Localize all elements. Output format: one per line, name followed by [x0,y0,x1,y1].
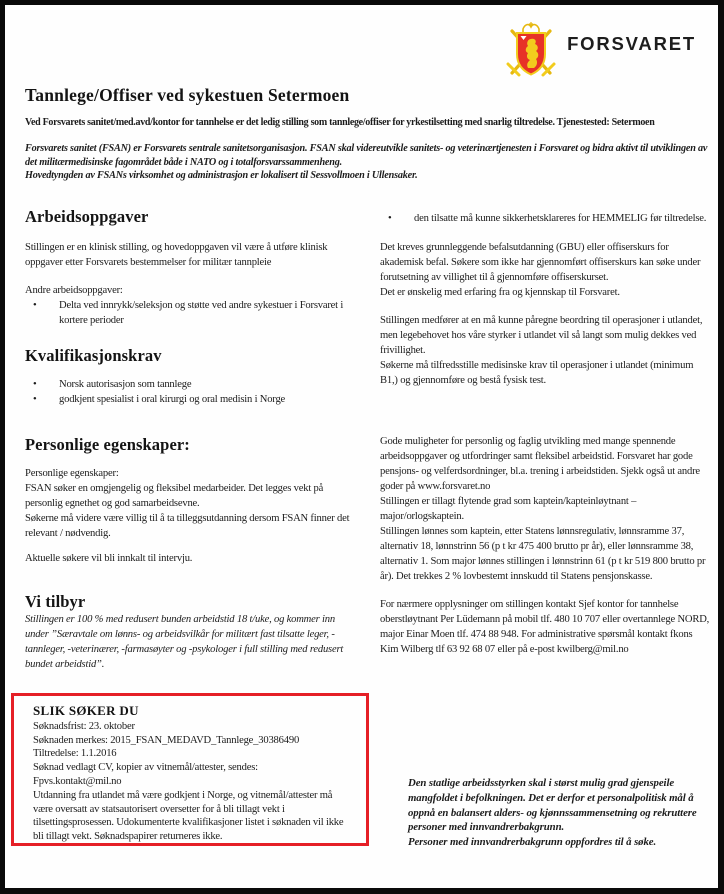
apply-deadline: Søknadsfrist: 23. oktober [33,720,135,732]
paragraph: Gode muligheter for personlig og faglig utvikling med mange spennende arbeidsoppgaver og utfordringer samt fleksibel arbeidstid. Forsvaret har gode pensjons- og velferdsordninger, bl.a. trening i arbeidstiden. Sjekk også ut andre goder på www.forsvaret.no [380,436,700,492]
list-item [380,211,711,226]
paragraph: Søkerne må tilfredsstille medisinske krav til operasjoner i utlandet (minimum B1,) og gjennomføre og bestå fysisk test. [380,360,694,386]
right-column [380,203,711,657]
apply-email: Fpvs.kontakt@mil.no [33,775,122,787]
paragraph: Stillingen er en klinisk stilling, og hovedoppgaven vil være å utføre klinisk oppgaver etter Forsvarets bestemmelser for militær tannpleie [25,242,328,268]
lead-paragraph: Forsvarets sanitet (FSAN) er Forsvarets sentrale sanitetsorganisasjon. FSAN skal videreutvikle sanitets- og veterinærtjenesten i Forsvaret og bidra aktivt til utviklingen av det militærmedisinske fagområdet både i NATO og i totalforsvarssammenheng. [25,143,708,168]
list-item-text: Norsk autorisasjon som tannlege [59,379,192,390]
apply-send-to-label: Søknad vedlagt CV, kopier av vitnemål/attester, sendes: [33,762,258,774]
section-heading-arbeidsoppgaver: Arbeidsoppgaver [25,207,149,226]
intro-line: Ved Forsvarets sanitet/med.avd/kontor for tannhelse er det ledig stilling som tannlege/offiser for yrkestilsetting med snarlig tiltredelse. Tjenestested: Setermoen [25,117,655,128]
lead-paragraph: Hovedtyngden av FSANs virksomhet og administrasjon er lokalisert til Sessvollmoen i Ullensaker. [25,170,418,182]
bullet-icon [25,298,59,328]
diversity-notice [408,776,713,850]
list-item [25,298,359,328]
paragraph: Aktuelle søkere vil bli innkalt til intervju. [25,553,193,564]
paragraph: FSAN søker en omgjengelig og fleksibel medarbeider. Det legges vekt på personlig egnethet og god samarbeidsevne. [25,483,324,509]
apply-start-date: Tiltredelse: 1.1.2016 [33,748,117,760]
how-to-apply-box [11,693,369,846]
list-item [25,392,359,407]
apply-note: Utdanning fra utlandet må være godkjent i Norge, og vitnemål/attester må være oversatt av statsautorisert oversetter for å bli tillagt vekt i tilsettingsprosessen. Udokumenterte kvalifikasjoner listet i søknaden vil ikke bli tillagt vekt. Søknadspapirer returneres ikke. [33,789,344,843]
list-item-text: den tilsatte må kunne sikkerhetsklareres for HEMMELIG før tiltredelse. [414,213,707,224]
paragraph: Det kreves grunnleggende befalsutdanning (GBU) eller offiserskurs for akademisk befal. Søkere som ikke har gjennomført offiserskurs kan søke under forutsetning av villighet til å gjennomføre offiserskurset. [380,242,701,283]
paragraph: Stillingen medfører at en må kunne påregne beordring til operasjoner i utlandet, men legebehovet hos våre styrker i utlandet vil så langt som mulig dekkes ved frivillighet. [380,315,703,356]
apply-reference: Søknaden merkes: 2015_FSAN_MEDAVD_Tannlege_30386490 [33,734,300,746]
section-heading-vi-tilbyr: Vi tilbyr [25,592,86,611]
paragraph: For nærmere opplysninger om stillingen kontakt Sjef kontor for tannhelse oberstløytnant Per Lüdemann på mobil tlf. 480 10 707 eller overtannlege NORD, major Einar Moen tlf. 474 88 948. For administrative spørsmål kontakt fkons Kim Wilberg tlf 63 92 68 07 eller på e-post kwilberg@mil.no [380,599,710,655]
paragraph: Stillingen lønnes som kaptein, etter Statens lønnsregulativ, lønnsramme 37, alternativ 18, lønnstrinn 56 (p t kr 475 400 brutto pr år), eller lønnsramme 38, alternativ 1. Som major lønnes stillingen i lønnstrinn 61 (p t kr 519 800 brutto pr år). Det trekkes 2 % lovbestemt innskudd til Statens pensjonskasse. [380,526,706,582]
bullet-icon [380,211,414,226]
brand-wordmark: FORSVARET [567,33,696,54]
paragraph: Personlige egenskaper: [25,468,119,479]
paragraph: Det er ønskelig med erfaring fra og kjennskap til Forsvaret. [380,287,620,298]
list-item [25,377,359,392]
paragraph: Den statlige arbeidsstyrken skal i størst mulig grad gjenspeile mangfoldet i befolkningen. Det er derfor et personalpolitisk mål å oppnå en balansert alders- og kjønnssammensetning og rekruttere personer med innvandrerbakgrunn. [408,777,697,834]
paragraph: Andre arbeidsoppgaver: [25,285,123,296]
forsvaret-logo [503,21,696,81]
paragraph: Personer med innvandrerbakgrunn oppfordres til å søke. [408,836,657,849]
left-column [25,203,359,672]
bullet-icon [25,392,59,407]
section-heading-kvalifikasjonskrav: Kvalifikasjonskrav [25,346,162,365]
page-title: Tannlege/Offiser ved sykestuen Setermoen [25,85,350,105]
paragraph: Søkerne må videre være villig til å ta tilleggsutdanning dersom FSAN finner det relevant / nødvendig. [25,513,350,539]
job-ad-page [5,5,718,888]
paragraph-group [25,466,359,541]
paragraph: Stillingen er tillagt flytende grad som kaptein/kapteinløytnant – major/orlogskaptein. [380,496,637,522]
apply-box-heading: SLIK SØKER DU [33,703,139,718]
list-item-text: godkjent spesialist i oral kirurgi og oral medisin i Norge [59,394,286,405]
list-item-text: Delta ved innrykk/seleksjon og støtte ved andre sykestuer i Forsvaret i kortere perioder [59,300,344,326]
armed-forces-crest-icon [503,21,559,81]
bullet-icon [25,377,59,392]
section-heading-personlige-egenskaper: Personlige egenskaper: [25,435,190,454]
paragraph: Stillingen er 100 % med redusert bunden arbeidstid 18 t/uke, og kommer inn under ”Særavtale om lønns- og arbeidsvilkår for militært fast tilsatte leger, -tannleger, -veterinærer, -farmasøyter og -psykologer i full stilling med redusert bundet arbeidstid”. [25,614,344,670]
lead-paragraphs [25,142,715,183]
